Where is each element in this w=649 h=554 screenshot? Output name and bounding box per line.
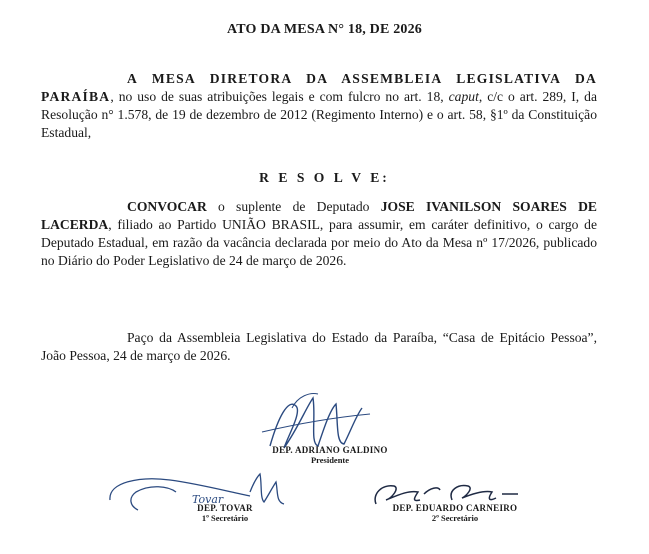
decision-paragraph — [41, 198, 597, 270]
signature-block-first-secretary — [150, 503, 300, 523]
document-title: ATO DA MESA N° 18, DE 2026 — [226, 22, 423, 37]
decision-text-1: o suplente de Deputado — [206, 199, 381, 214]
signatory-role: 1º Secretário — [201, 513, 249, 523]
signatory-name: DEP. ADRIANO GALDINO — [272, 445, 388, 455]
decision-verb: CONVOCAR — [127, 199, 207, 214]
preamble-text-2: , c/c o art. 289, I, da Resolução n° 1.578, de 19 de dezembro de 2012 (Regimento Interno) e o art. 58, §1º da Constituição Estadual, — [41, 89, 597, 140]
signatory-name: DEP. EDUARDO CARNEIRO — [392, 503, 518, 513]
preamble-text-1: , no uso de suas atribuições legais e com fulcro no art. 18, — [110, 89, 449, 104]
signatory-role: 2º Secretário — [431, 513, 479, 523]
signature-block-second-secretary — [380, 503, 530, 523]
closing-text: Paço da Assembleia Legislativa do Estado da Paraíba, “Casa de Epitácio Pessoa”, João Pessoa, 24 de março de 2026. — [41, 330, 597, 363]
resolve-heading: R E S O L V E: — [259, 170, 390, 185]
decision-name: JOSE IVANILSON SOARES DE LACERDA — [41, 199, 597, 232]
closing-paragraph — [41, 329, 597, 365]
signatory-name: DEP. TOVAR — [197, 503, 253, 513]
preamble-paragraph — [41, 70, 597, 142]
preamble-lead: A MESA DIRETORA DA ASSEMBLEIA LEGISLATIVA DA PARAÍBA — [41, 71, 597, 104]
preamble-italic: caput — [448, 89, 479, 104]
signatory-role: Presidente — [310, 455, 350, 465]
signature-tovar-handwriting: Tovar — [192, 493, 224, 506]
decision-text-2: , filiado ao Partido UNIÃO BRASIL, para assumir, em caráter definitivo, o cargo de Deputado Estadual, em razão da vacância declarada por meio do Ato da Mesa nº 17/2026, publicado no Diário do Poder Legislativo de 24 de março de 2026. — [41, 217, 597, 268]
